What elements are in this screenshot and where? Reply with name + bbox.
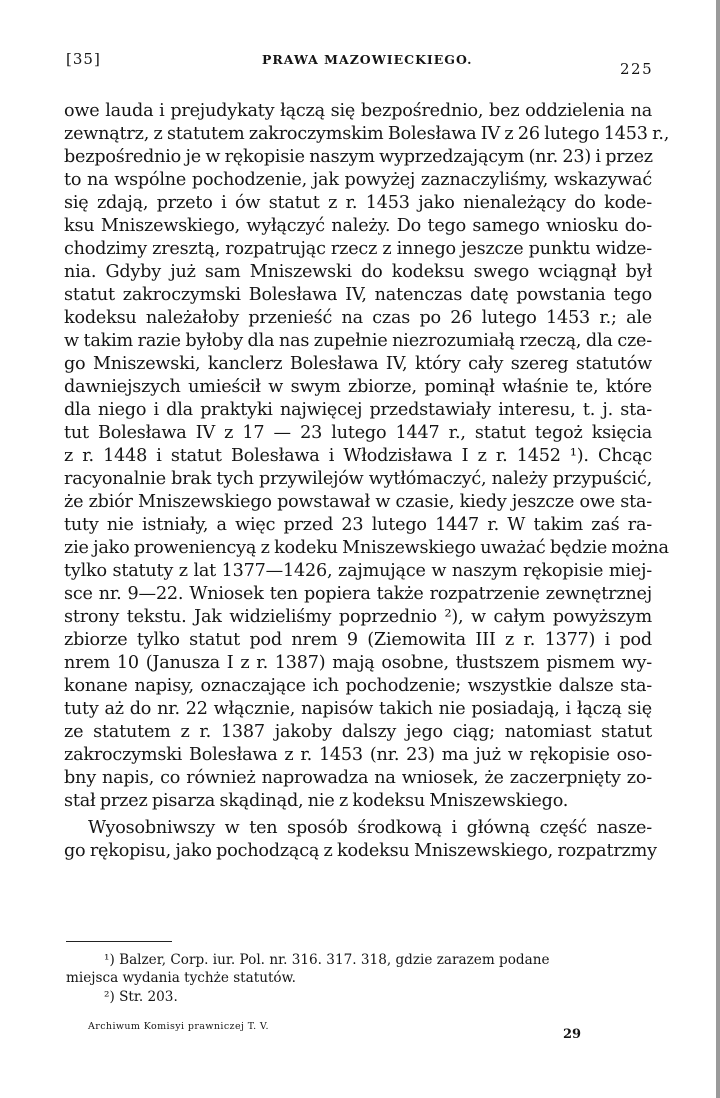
text-line: bezpośrednio je w rękopisie naszym wyprzedzającym (nr. 23) i przez xyxy=(64,147,653,167)
page-number: 225 xyxy=(620,60,654,78)
text-line: ksu Mniszewskiego, wyłączyć należy. Do tego samego wniosku do- xyxy=(64,216,652,236)
running-head xyxy=(0,0,720,100)
text-line: z r. 1448 i statut Bolesława i Włodzisława I z r. 1452 ¹). Chcąc xyxy=(64,446,652,466)
text-line: zakroczymski Bolesława z r. 1453 (nr. 23) ma już w rękopisie oso- xyxy=(64,745,652,765)
text-line: stał przez pisarza skądinąd, nie z kodeksu Mniszewskiego. xyxy=(64,791,569,811)
text-line: tuty nie istniały, a więc przed 23 lutego 1447 r. W takim zaś ra- xyxy=(64,515,652,535)
text-line: ze statutem z r. 1387 jakoby dalszy jego ciąg; natomiast statut xyxy=(64,722,652,742)
page-edge-shadow xyxy=(716,0,720,1098)
archive-signature: Archiwum Komisyi prawniczej T. V. xyxy=(88,1021,269,1032)
text-line: chodzimy zresztą, rozpatrując rzecz z innego jeszcze punktu widze- xyxy=(64,239,652,259)
text-line: konane napisy, oznaczające ich pochodzenie; wszystkie dalsze sta- xyxy=(64,676,652,696)
text-line: zie jako proweniencyą z kodeku Mniszewskiego uważać będzie można xyxy=(64,538,669,558)
text-line: racyonalnie brak tych przywilejów wytłómaczyć, należy przypuścić, xyxy=(64,469,652,489)
text-line: to na wspólne pochodzenie, jak powyżej zaznaczyliśmy, wskazywać xyxy=(64,170,652,190)
text-line: go Mniszewski, kanclerz Bolesława IV, który cały szereg statutów xyxy=(64,354,652,374)
text-line: strony tekstu. Jak widzieliśmy poprzednio ²), w całym powyższym xyxy=(64,607,652,627)
text-line: zbiorze tylko statut pod nrem 9 (Ziemowita III z r. 1377) i pod xyxy=(64,630,652,650)
footnote-1: ¹) Balzer, Corp. iur. Pol. nr. 316. 317. 318, gdzie zarazem podane xyxy=(104,952,550,968)
text-line: dla niego i dla praktyki najwięcej przedstawiały interesu, t. j. sta- xyxy=(64,400,652,420)
text-line: statut zakroczymski Bolesława IV, natenczas datę powstania tego xyxy=(64,285,652,305)
sheet-number: 29 xyxy=(563,1027,582,1042)
text-line: sce nr. 9—22. Wniosek ten popiera także rozpatrzenie zewnętrznej xyxy=(64,584,652,604)
text-line: tut Bolesława IV z 17 — 23 lutego 1447 r., statut tegoż księcia xyxy=(64,423,652,443)
footnote-1-continuation: miejsca wydania tychże statutów. xyxy=(66,970,296,986)
text-line: kodeksu należałoby przenieść na czas po 26 lutego 1453 r.; ale xyxy=(64,308,652,328)
footnote-separator xyxy=(66,941,172,942)
text-line: bny napis, co również naprowadza na wniosek, że zaczerpnięty zo- xyxy=(64,768,652,788)
text-line: Wyosobniwszy w ten sposób środkową i główną część nasze- xyxy=(88,818,652,838)
text-line: nia. Gdyby już sam Mniszewski do kodeksu swego wciągnął był xyxy=(64,262,652,282)
footnote-2: ²) Str. 203. xyxy=(104,989,178,1005)
text-line: tylko statuty z lat 1377—1426, zajmujące w naszym rękopisie miej- xyxy=(64,561,652,581)
text-line: zewnątrz, z statutem zakroczymskim Bolesława IV z 26 lutego 1453 r., xyxy=(64,124,670,144)
text-line: w takim razie byłoby dla nas zupełnie niezrozumiałą rzeczą, dla cze- xyxy=(64,331,652,351)
text-line: dawniejszych umieścił w swym zbiorze, pominął właśnie te, które xyxy=(64,377,652,397)
text-line: nrem 10 (Janusza I z r. 1387) mają osobne, tłustszem pismem wy- xyxy=(64,653,652,673)
page-marker: [35] xyxy=(66,50,101,68)
text-line: go rękopisu, jako pochodzącą z kodeksu Mniszewskiego, rozpatrzmy xyxy=(64,841,657,861)
text-line: się zdają, przeto i ów statut z r. 1453 jako nienależący do kode- xyxy=(64,193,652,213)
text-line: że zbiór Mniszewskiego powstawał w czasie, kiedy jeszcze owe sta- xyxy=(64,492,652,512)
text-line: tuty aż do nr. 22 włącznie, napisów takich nie posiadają, i łączą się xyxy=(64,699,652,719)
text-line: owe lauda i prejudykaty łączą się bezpośrednio, bez oddzielenia na xyxy=(64,101,652,121)
running-title: PRAWA MAZOWIECKIEGO. xyxy=(262,52,473,67)
